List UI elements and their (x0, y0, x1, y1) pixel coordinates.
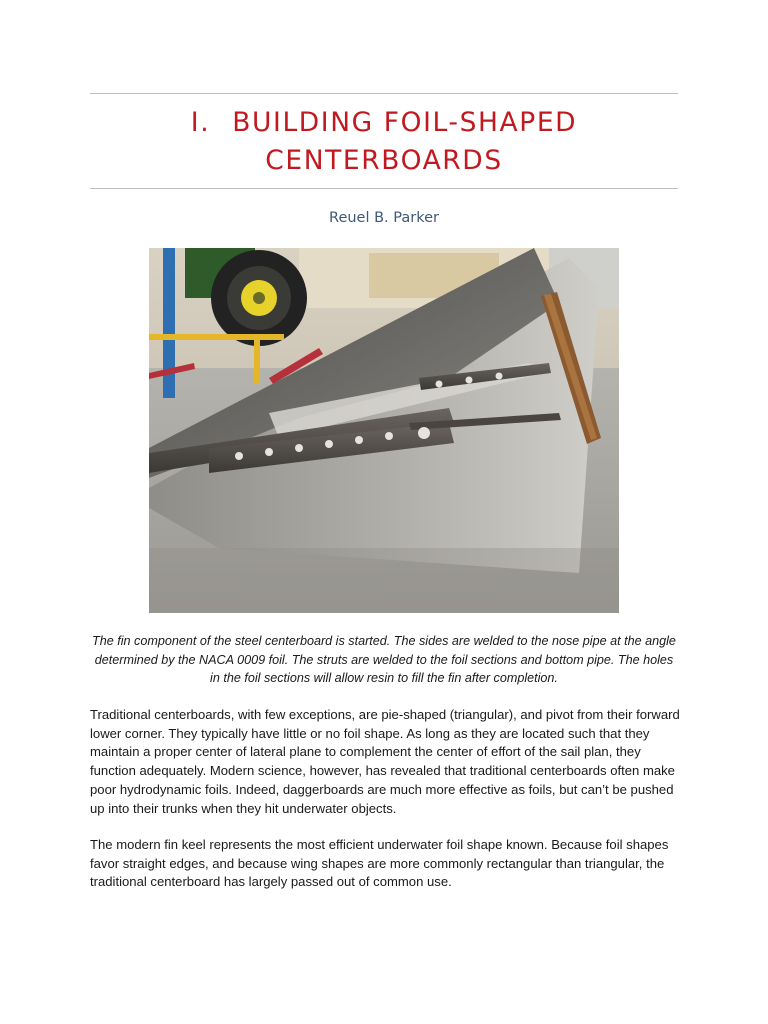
centerboard-photo-illustration (149, 248, 619, 613)
centerboard-photo (149, 248, 619, 613)
chapter-title-line-2: CENTERBOARDS (265, 145, 503, 176)
chapter-title-line-1: BUILDING FOIL-SHAPED (232, 107, 578, 138)
chapter-number: I. (190, 107, 211, 138)
figure-caption: The fin component of the steel centerboard is started. The sides are welded to the nose pipe at the angle determined by the NACA 0009 foil. The struts are welded to the foil sections and bottom pipe. The holes in the foil sections will allow resin to fill the fin after completion. (92, 634, 676, 685)
title-bottom-rule (90, 188, 678, 189)
body-paragraph-1: Traditional centerboards, with few exceptions, are pie-shaped (triangular), and pivot from their forward lower corner. They typically have little or no foil shape. As long as they are located such that they maintain a proper center of lateral plane to complement the center of effort of the sail plan, they function adequately. Modern science, however, has revealed that traditional centerboards often make poor hydrodynamic foils. Indeed, daggerboards are much more effective as foils, but can’t be pushed up into their trunks when they hit underwater objects. (90, 707, 680, 816)
title-top-rule (90, 93, 678, 94)
author-name: Reuel B. Parker (329, 210, 439, 226)
body-paragraph-2: The modern fin keel represents the most efficient underwater foil shape known. Because foil shapes favor straight edges, and because wing shapes are more commonly rectangular than triangular, the traditional centerboard has largely passed out of common use. (90, 837, 669, 890)
chapter-title (90, 104, 678, 180)
